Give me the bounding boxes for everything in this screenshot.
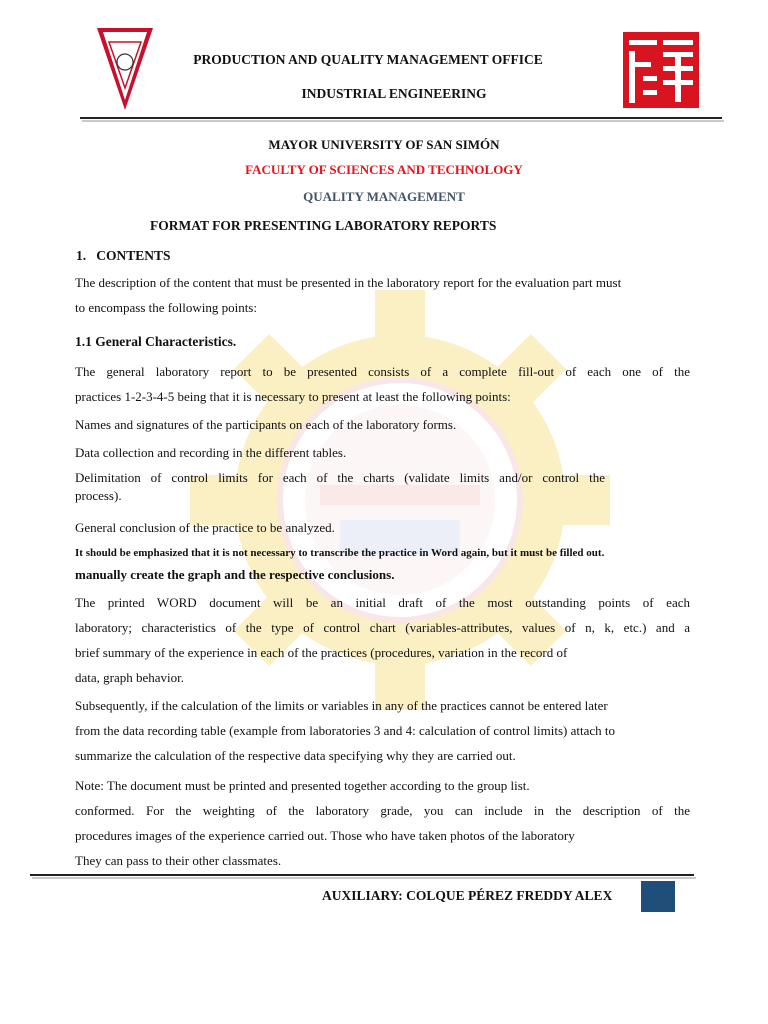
list-item-data: Data collection and recording in the different tables. (75, 445, 347, 460)
paragraph-calculation: Subsequently, if the calculation of the limits or variables in any of the practices cannot be entered later from the data recording table (example from laboratories 3 and 4: calculation of control limits) attach to summarize the calculation of the respective data specifying why they are carried out. (75, 698, 616, 763)
footer-accent-block (641, 881, 675, 912)
header-rule-shadow (82, 120, 724, 122)
paragraph-general: The general laboratory report to be presented consists of a complete fill-out of each one of the practices 1-2-3-4-5 being that it is necessary to present at least the following points: (75, 364, 690, 404)
footer-rule (30, 874, 694, 876)
document-title: FORMAT FOR PRESENTING LABORATORY REPORTS (150, 218, 497, 233)
emphasis-note-continued: manually create the graph and the respective conclusions. (75, 567, 395, 582)
svg-text:UMSS: UMSS (114, 33, 136, 40)
university-title: MAYOR UNIVERSITY OF SAN SIMÓN (268, 137, 500, 152)
umss-shield-icon (95, 26, 155, 112)
auxiliary-name: AUXILIARY: COLQUE PÉREZ FREDDY ALEX (322, 888, 613, 903)
department-title: INDUSTRIAL ENGINEERING (301, 86, 487, 101)
paragraph-note: Note: The document must be printed and presented together according to the group list. conformed. For the weighting of the laboratory grade, you can include in the description of the procedures images of the experience carried out. Those who have taken photos of the laboratory They can pass to their other classmates. (75, 778, 690, 868)
footer-rule-shadow (32, 877, 696, 879)
section-heading-contents: 1. CONTENTS (76, 248, 171, 263)
paragraph-word-document: The printed WORD document will be an initial draft of the most outstanding points of each laboratory; characteristics of the type of control chart (variables-attributes, values of n, k, etc.) and a brief summary of the experience in each of the practices (procedures, variation in the record of data, graph behavior. (75, 595, 690, 685)
section-heading-general: 1.1 General Characteristics. (75, 334, 237, 349)
emphasis-note: It should be emphasized that it is not necessary to transcribe the practice in Word again, but it must be filled out. (75, 547, 605, 559)
list-item-conclusion: General conclusion of the practice to be analyzed. (75, 520, 335, 535)
fcyt-logo-icon (623, 32, 699, 108)
faculty-logo (623, 32, 699, 108)
subject-title: QUALITY MANAGEMENT (303, 189, 465, 204)
faculty-title: FACULTY OF SCIENCES AND TECHNOLOGY (245, 162, 523, 177)
header-rule (80, 117, 722, 119)
section-intro: The description of the content that must be presented in the laboratory report for the evaluation part must to encompass the following points: (75, 275, 622, 315)
list-item-names: Names and signatures of the participants on each of the laboratory forms. (75, 417, 457, 432)
office-title: PRODUCTION AND QUALITY MANAGEMENT OFFICE (193, 52, 543, 67)
list-item-limits: Delimitation of control limits for each of the charts (validate limits and/or control the process). (75, 470, 605, 503)
umss-logo (95, 26, 155, 112)
